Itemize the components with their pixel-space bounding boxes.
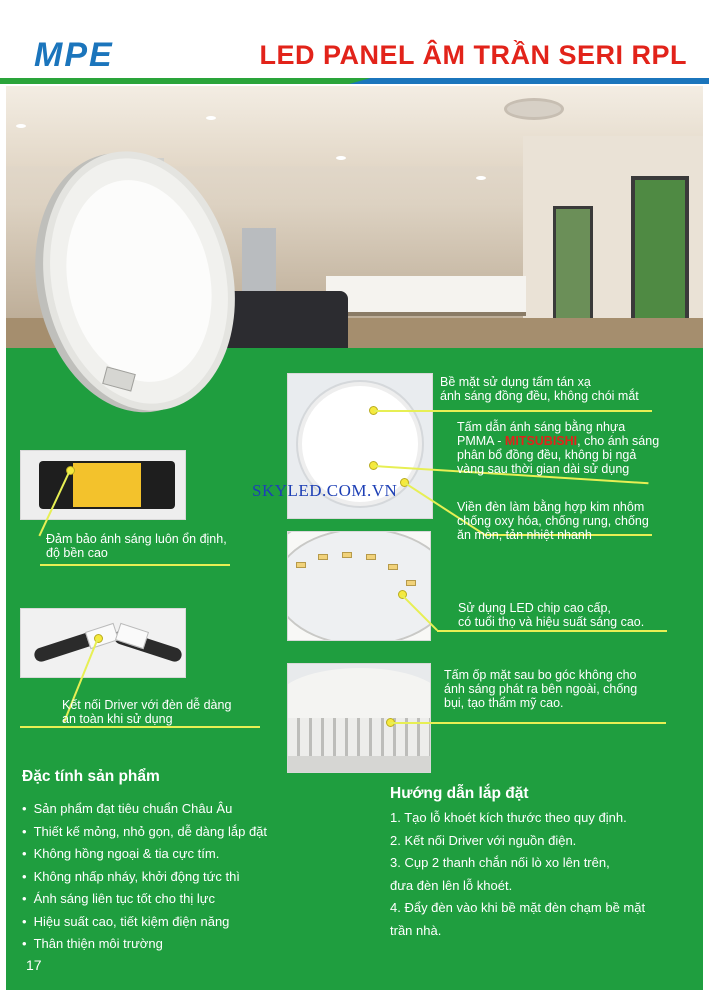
install-title: Hướng dẫn lắp đặt xyxy=(390,785,529,802)
led-panel-diffuser xyxy=(48,166,229,395)
callout-driver-line: độ bền cao xyxy=(46,546,108,560)
driver-label xyxy=(73,463,141,507)
hero-kitchen-counter xyxy=(326,276,526,316)
callout-rim-line: Viền đèn làm bằng hợp kim nhôm xyxy=(457,500,645,514)
callout-connector xyxy=(62,698,231,726)
callout-driver xyxy=(46,532,227,560)
driver-photo xyxy=(20,450,186,520)
list-item: • Thân thiện môi trường xyxy=(22,933,267,956)
callout-diffuser-line: Tấm dẫn ánh sáng bằng nhựa xyxy=(457,420,626,434)
list-item: đưa đèn lên lỗ khoét. xyxy=(390,877,513,893)
list-item: trần nhà. xyxy=(390,922,442,938)
callout-line-back xyxy=(390,722,666,724)
callout-line-driver-tail xyxy=(40,564,230,566)
list-item: 1. Tạo lỗ khoét kích thước theo quy định. xyxy=(390,810,627,825)
install-steps xyxy=(390,807,645,942)
list-item: 2. Kết nối Driver với nguồn điện. xyxy=(390,832,577,848)
header-rule-blue xyxy=(349,78,709,84)
callout-surface xyxy=(440,375,639,403)
hero-sofa xyxy=(218,291,348,348)
callout-connector-line: Kết nối Driver với đèn dễ dàng xyxy=(62,698,232,712)
list-item: • Không hồng ngoại & tia cực tím. xyxy=(22,843,267,866)
led-chip-icon xyxy=(388,564,398,570)
callout-surface-line: Bề mặt sử dụng tấm tán xạ xyxy=(440,375,591,389)
callout-connector-line: an toàn khi sử dụng xyxy=(62,712,173,726)
callout-chip-line: có tuổi thọ và hiệu suất sáng cao. xyxy=(458,615,645,629)
page-title: LED PANEL ÂM TRẦN SERI RPL xyxy=(259,40,687,70)
led-chip-icon xyxy=(342,552,352,558)
callout-line-chip-tail xyxy=(437,630,667,632)
callout-back-line: bụi, tạo thẩm mỹ cao. xyxy=(444,696,564,710)
list-item: 3. Cụp 2 thanh chắn nối lò xo lên trên, xyxy=(390,855,610,870)
panel-back-base xyxy=(288,756,431,773)
list-item: • Không nhấp nháy, khởi động tức thì xyxy=(22,866,267,889)
callout-diffuser-line xyxy=(457,434,659,448)
list-item: • Ánh sáng liên tục tốt cho thị lực xyxy=(22,888,267,911)
callout-rim xyxy=(457,500,649,542)
led-chip-icon xyxy=(406,580,416,586)
callout-back xyxy=(444,668,637,710)
header xyxy=(0,0,709,86)
page-number: 17 xyxy=(26,957,42,973)
list-item: 4. Đẩy đèn vào khi bề mặt đèn chạm bề mặt xyxy=(390,900,646,915)
features-list xyxy=(22,798,267,956)
panel-back-photo xyxy=(287,663,431,773)
downlight-icon xyxy=(16,124,26,128)
downlight-icon xyxy=(336,156,346,160)
callout-chip-line: Sử dụng LED chip cao cấp, xyxy=(458,601,611,615)
led-ring xyxy=(287,531,431,641)
callout-chip xyxy=(458,601,644,629)
callout-diffuser-prefix: PMMA - xyxy=(457,434,505,448)
callout-diffuser-line: vàng sau thời gian dài sử dụng xyxy=(457,462,630,476)
callout-diffuser xyxy=(457,420,659,476)
led-chip-photo xyxy=(287,531,431,641)
callout-diffuser-line: phân bổ đồng đều, không bị ngả xyxy=(457,448,637,462)
brand-logo: MPE xyxy=(34,36,114,74)
callout-back-line: Tấm ốp mặt sau bo góc không cho xyxy=(444,668,637,682)
list-item: • Thiết kế mỏng, nhỏ gọn, dễ dàng lắp đặt xyxy=(22,821,267,844)
callout-back-line: ánh sáng phát ra bên ngoài, chống xyxy=(444,682,638,696)
downlight-icon xyxy=(206,116,216,120)
plug-right xyxy=(115,623,149,649)
watermark: SKYLED.COM.VN xyxy=(252,481,398,500)
hero-fridge xyxy=(242,228,276,298)
ceiling-vent xyxy=(504,98,564,120)
led-chip-icon xyxy=(366,554,376,560)
callout-driver-line: Đảm bảo ánh sáng luôn ổn định, xyxy=(46,532,227,546)
led-chip-icon xyxy=(296,562,306,568)
led-chip-icon xyxy=(318,554,328,560)
callout-rim-line: ăn mòn, tản nhiệt nhanh xyxy=(457,528,592,542)
downlight-icon xyxy=(476,176,486,180)
connector-photo xyxy=(20,608,186,678)
callout-surface-line: ánh sáng đồng đều, không chói mắt xyxy=(440,389,639,403)
mitsubishi-highlight: MITSUBISHI xyxy=(504,434,578,448)
callout-line-connector-tail xyxy=(20,726,260,728)
list-item: • Sản phẩm đạt tiêu chuẩn Châu Âu xyxy=(22,798,267,821)
list-item: • Hiệu suất cao, tiết kiệm điện năng xyxy=(22,911,267,934)
features-title: Đặc tính sản phẩm xyxy=(22,768,160,785)
callout-rim-line: chống oxy hóa, chống rung, chống xyxy=(457,514,649,528)
callout-diffuser-suffix: , cho ánh sáng xyxy=(577,434,660,448)
panel-back-fins xyxy=(288,718,431,758)
callout-line-surface xyxy=(374,410,652,412)
